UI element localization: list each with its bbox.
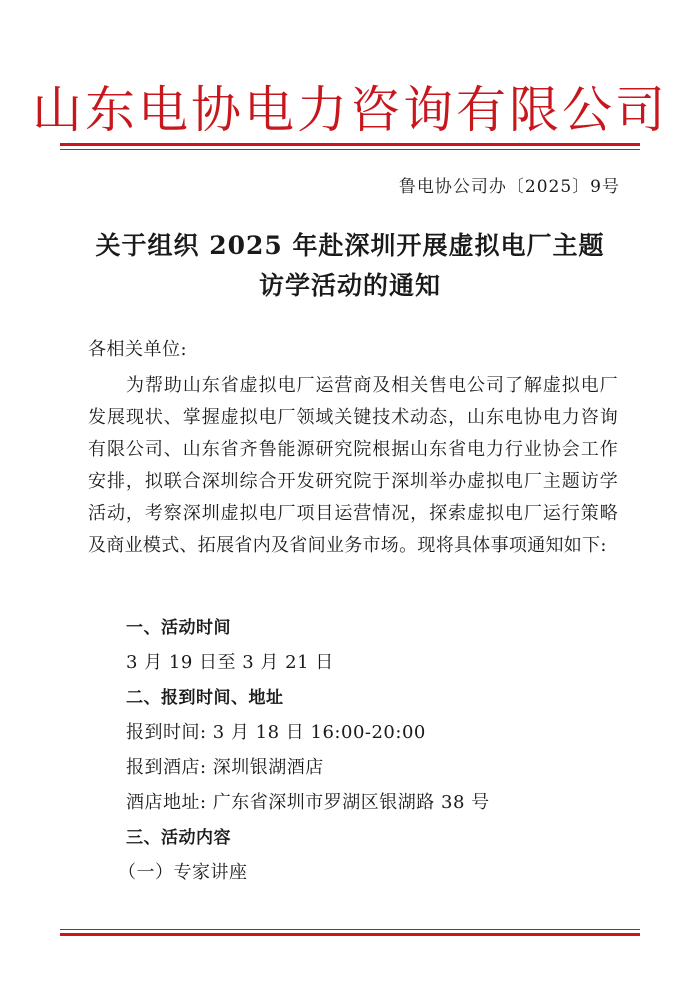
section-1-heading: 一、活动时间 (126, 618, 231, 638)
header-rule-thick (60, 143, 640, 146)
header-rule-thin (60, 149, 640, 150)
intro-paragraph: 为帮助山东省虚拟电厂运营商及相关售电公司了解虚拟电厂发展现状、掌握虚拟电厂领域关键技术动态，山东电协电力咨询有限公司、山东省齐鲁能源研究院根据山东省电力行业协会工作安排，拟联合深圳综合开发研究院于深圳举办虚拟电厂主题访学活动，考察深圳虚拟电厂项目运营情况，探索虚拟电厂运行策略及商业模式、拓展省内及省间业务市场。现将具体事项通知如下: (88, 375, 618, 556)
section-1-content: 3 月 19 日至 3 月 21 日 (126, 652, 334, 673)
section-2-hotel: 报到酒店: 深圳银湖酒店 (126, 757, 324, 778)
document-title-line2: 访学活动的通知 (258, 271, 441, 300)
document-title-line1: 关于组织 2025 年赴深圳开展虚拟电厂主题 (95, 231, 605, 260)
section-2-heading: 二、报到时间、地址 (126, 688, 284, 708)
section-3-subitem-1: （一）专家讲座 (118, 862, 248, 883)
footer-rule-thick (60, 933, 640, 936)
salutation: 各相关单位: (88, 339, 188, 360)
organization-title: 山东电协电力咨询有限公司 (32, 81, 668, 139)
section-2-checkin-time: 报到时间: 3 月 18 日 16:00-20:00 (126, 722, 426, 743)
document-number: 鲁电协公司办〔2025〕9号 (398, 177, 620, 197)
footer-rule-thin (60, 929, 640, 930)
section-2-address: 酒店地址: 广东省深圳市罗湖区银湖路 38 号 (126, 792, 490, 813)
section-3-heading: 三、活动内容 (126, 828, 231, 848)
